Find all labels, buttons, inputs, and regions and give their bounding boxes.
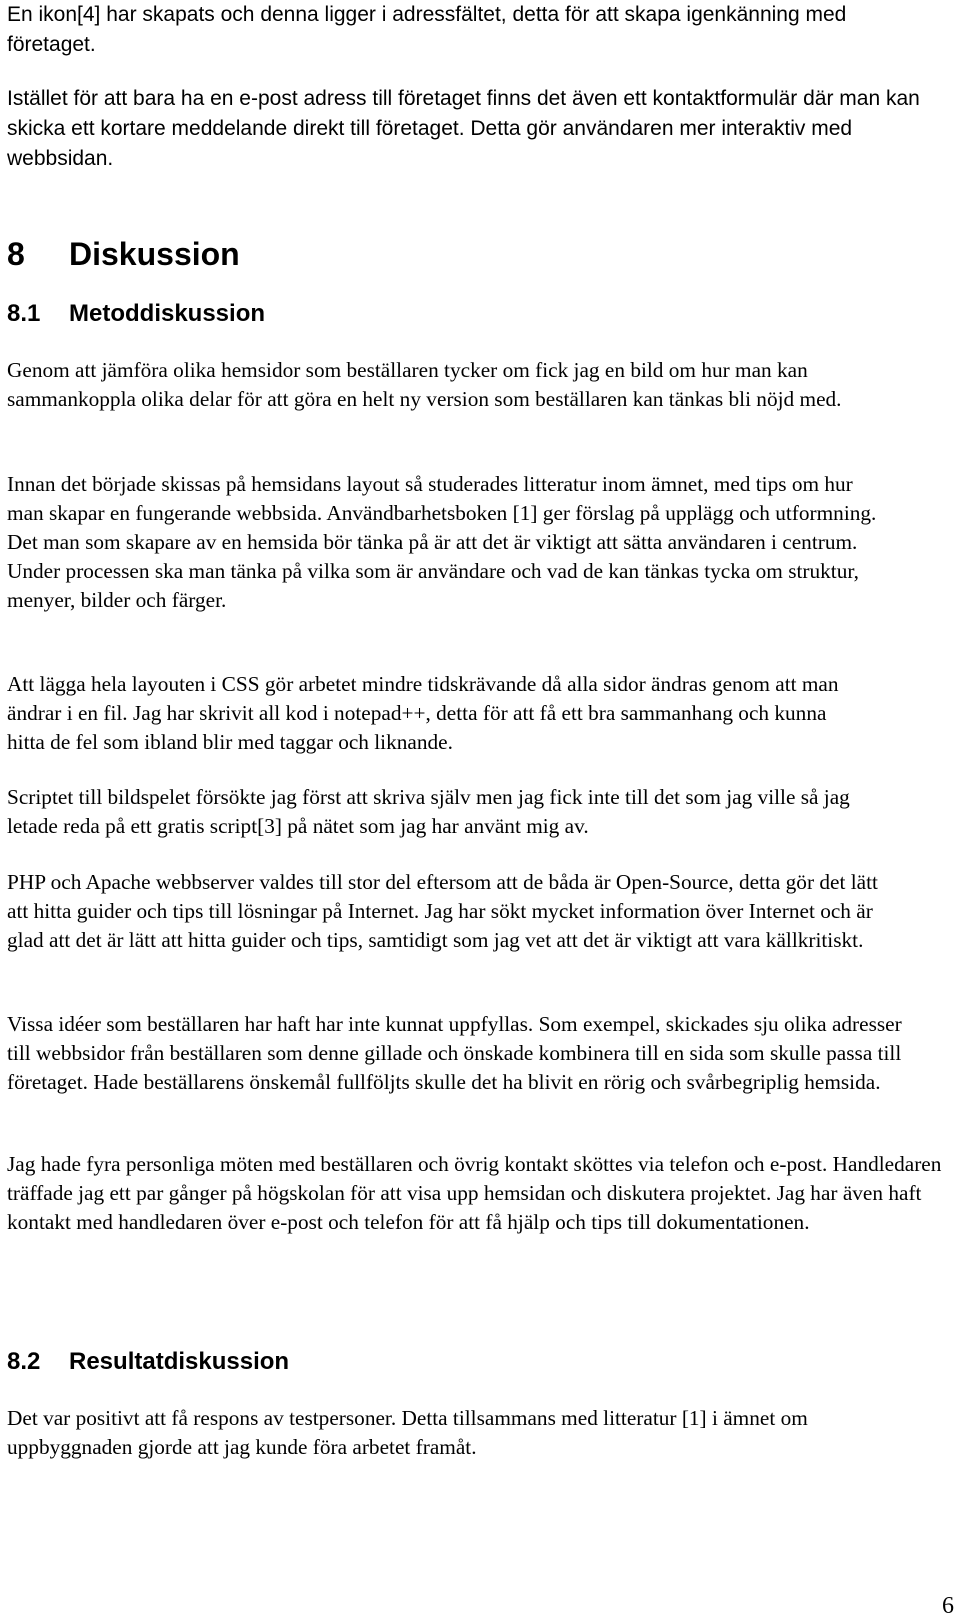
section-number: 8.2: [7, 1348, 41, 1375]
section-number: 8.1: [7, 300, 41, 327]
method-paragraph-5: PHP och Apache webbserver valdes till stor del eftersom att de båda är Open-Source, detta gör det lätt att hitta guider och tips till lösningar på Internet. Jag har sökt mycket information över Internet och är glad att det är lätt att hitta guider och tips, samtidigt som jag vet att det är viktigt att vara källkritiskt.: [7, 870, 878, 952]
method-paragraph-1: Genom att jämföra olika hemsidor som beställaren tycker om fick jag en bild om hur man kan sammankoppla olika delar för att göra en helt ny version som beställaren kan tänkas bli nöjd med.: [7, 358, 842, 411]
section-title: Diskussion: [69, 236, 240, 272]
method-paragraph-6: Vissa idéer som beställaren har haft har inte kunnat uppfyllas. Som exempel, skickades sju olika adresser till webbsidor från beställaren som denne gillade och önskade kombinera till en sida som skulle passa till företaget. Hade beställarens önskemål fullföljts skulle det ha blivit en rörig och svårbegriplig hemsida.: [7, 1012, 902, 1094]
method-paragraph-2: Innan det började skissas på hemsidans layout så studerades litteratur inom ämnet, med tips om hur man skapar en fungerande webbsida. Användbarhetsboken [1] ger förslag på upplägg och utformning. Det man som skapare av en hemsida bör tänka på är att det är viktigt att sätta användaren i centrum. Under processen ska man tänka på vilka som är användare och vad de kan tänkas tycka om struktur, menyer, bilder och färger.: [7, 472, 877, 612]
section-heading-8-2: [7, 1348, 952, 1376]
page-number: 6: [942, 1593, 954, 1619]
section-heading-8-1: [7, 300, 952, 328]
section-title: Metoddiskussion: [69, 300, 266, 327]
section-number: 8: [7, 236, 25, 272]
intro-paragraph-contact-form: Istället för att bara ha en e-post adress till företaget finns det även ett kontaktformulär där man kan skicka ett kortare meddelande direkt till företaget. Detta gör användaren mer interaktiv med webbsidan.: [7, 87, 920, 170]
method-paragraph-3: Att lägga hela layouten i CSS gör arbetet mindre tidskrävande då alla sidor ändras genom att man ändrar i en fil. Jag har skrivit all kod i notepad++, detta för att få ett bra sammanhang och kunna hitta de fel som ibland blir med taggar och liknande.: [7, 672, 839, 754]
section-heading-8: [7, 236, 952, 272]
intro-paragraph-icon-note: En ikon[4] har skapats och denna ligger i adressfältet, detta för att skapa igenkänning med företaget.: [7, 3, 847, 56]
method-paragraph-7: Jag hade fyra personliga möten med beställaren och övrig kontakt sköttes via telefon och e-post. Handledaren träffade jag ett par gånger på högskolan för att visa upp hemsidan och diskutera projektet. Jag har även haft kontakt med handledaren över e-post och telefon för att få hjälp och tips till dokumentationen.: [7, 1152, 942, 1234]
section-title: Resultatdiskussion: [69, 1348, 290, 1375]
method-paragraph-4: Scriptet till bildspelet försökte jag först att skriva själv men jag fick inte till det som jag ville så jag letade reda på ett gratis script[3] på nätet som jag har använt mig av.: [7, 785, 850, 838]
result-paragraph-1: Det var positivt att få respons av testpersoner. Detta tillsammans med litteratur [1] i ämnet om uppbyggnaden gjorde att jag kunde föra arbetet framåt.: [7, 1406, 808, 1459]
